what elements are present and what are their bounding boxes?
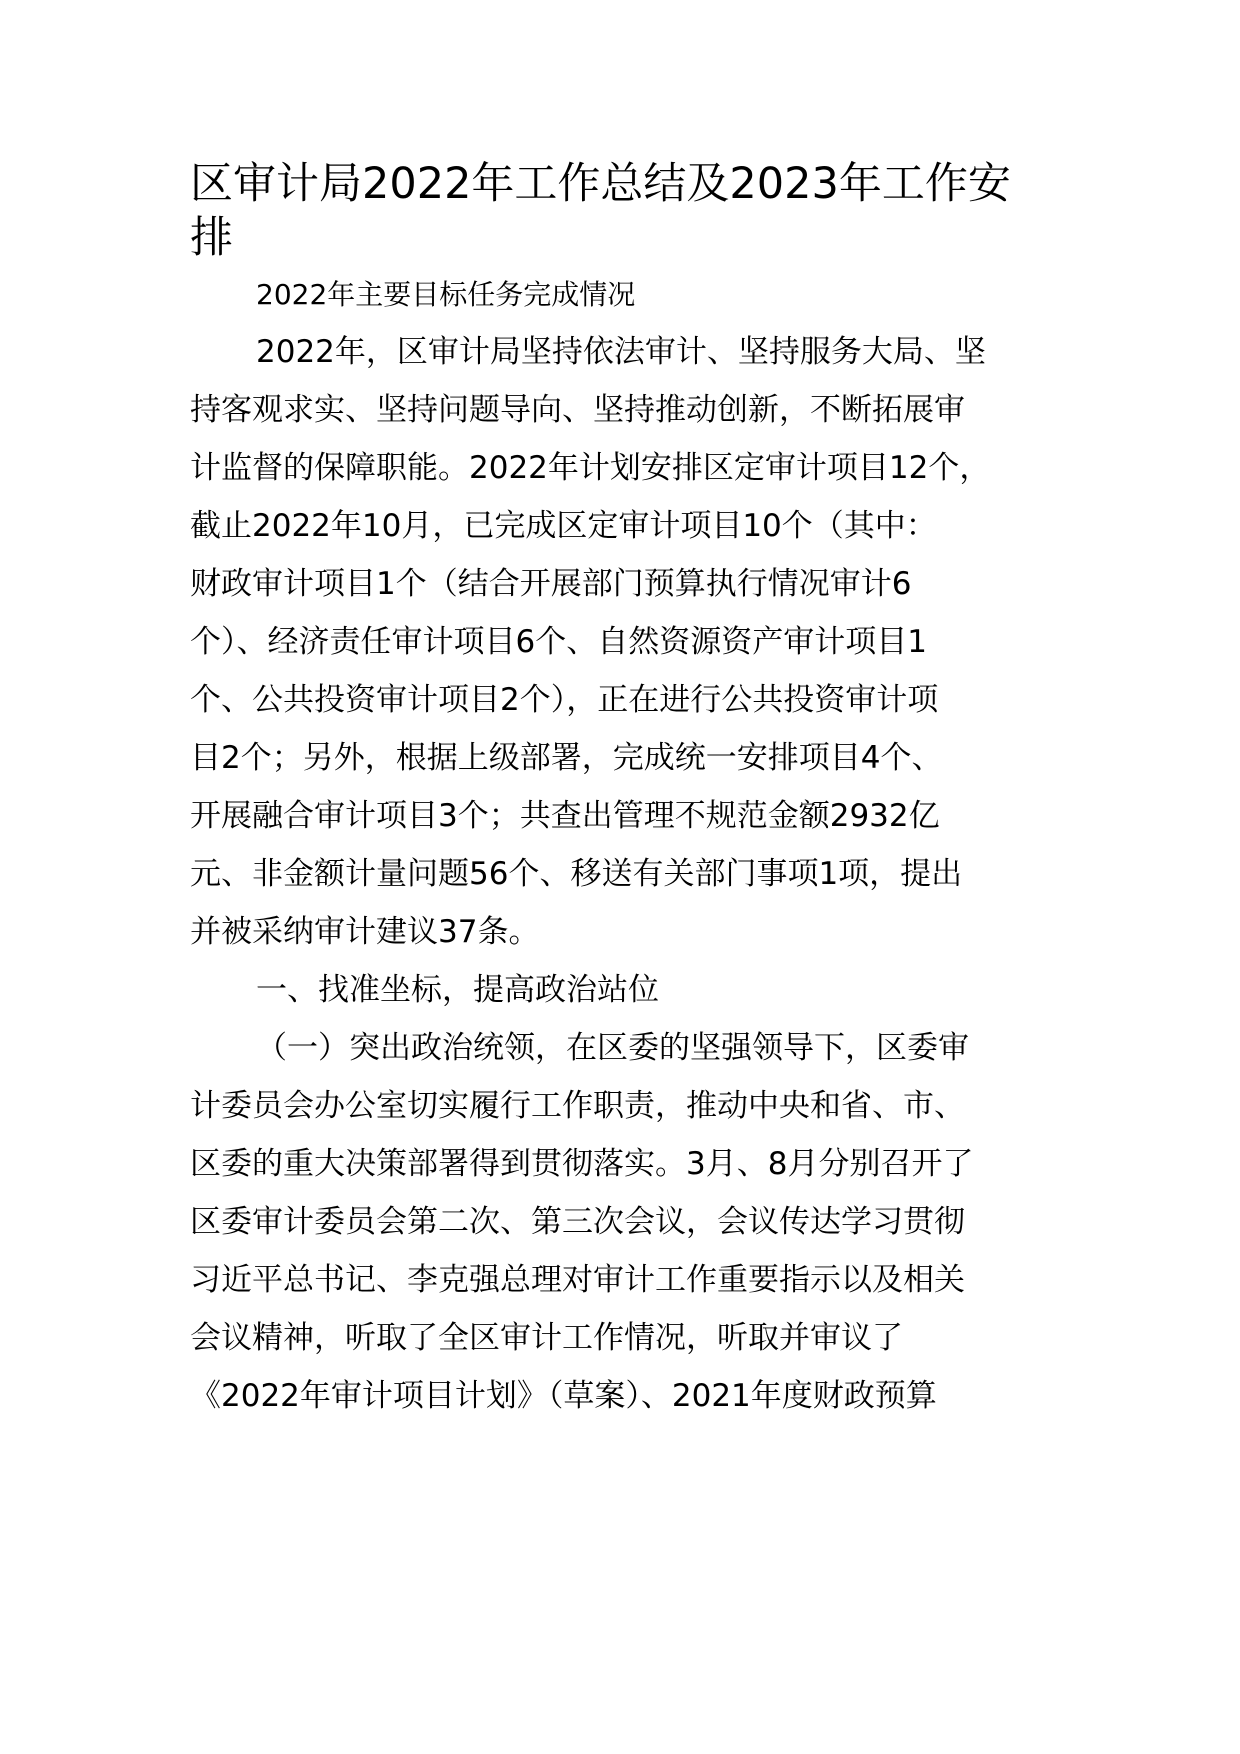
paragraph-line: 截止2022年10月，已完成区定审计项目10个（其中：: [190, 508, 937, 544]
paragraph-line: 开展融合审计项目3个；共查出管理不规范金额2932亿: [190, 798, 940, 834]
paragraph-line: 个）、经济责任审计项目6个、自然资源资产审计项目1: [190, 624, 927, 660]
paragraph-line: 财政审计项目1个（结合开展部门预算执行情况审计6: [190, 566, 912, 602]
section-heading: 一、找准坐标，提高政治站位: [256, 972, 659, 1008]
paragraph-line: 个、公共投资审计项目2个），正在进行公共投资审计项: [190, 682, 939, 718]
paragraph-line: 目2个；另外，根据上级部署，完成统一安排项目4个、: [190, 740, 943, 776]
paragraph-line: （一）突出政治统领，在区委的坚强领导下，区委审: [256, 1030, 969, 1066]
paragraph-line: 并被采纳审计建议37条。: [190, 914, 540, 950]
paragraph-line: 计监督的保障职能。2022年计划安排区定审计项目12个，: [190, 450, 991, 486]
document-title-line-1: 区审计局2022年工作总结及2023年工作安: [190, 159, 1011, 209]
paragraph-line: 区委的重大决策部署得到贯彻落实。3月、8月分别召开了: [190, 1146, 974, 1182]
paragraph-line: 区委审计委员会第二次、第三次会议，会议传达学习贯彻: [190, 1204, 965, 1240]
paragraph-line: 持客观求实、坚持问题导向、坚持推动创新，不断拓展审: [190, 392, 965, 428]
paragraph-line: 2022年，区审计局坚持依法审计、坚持服务大局、坚: [256, 334, 986, 370]
paragraph-line: 《2022年审计项目计划》（草案）、2021年度财政预算: [190, 1378, 937, 1414]
section-subtitle: 2022年主要目标任务完成情况: [256, 278, 636, 311]
paragraph-line: 元、非金额计量问题56个、移送有关部门事项1项，提出: [190, 856, 963, 892]
paragraph-line: 会议精神，听取了全区审计工作情况，听取并审议了: [190, 1320, 903, 1356]
paragraph-line: 习近平总书记、李克强总理对审计工作重要指示以及相关: [190, 1262, 965, 1298]
document-title-line-2: 排: [190, 213, 233, 263]
paragraph-line: 计委员会办公室切实履行工作职责，推动中央和省、市、: [190, 1088, 965, 1124]
